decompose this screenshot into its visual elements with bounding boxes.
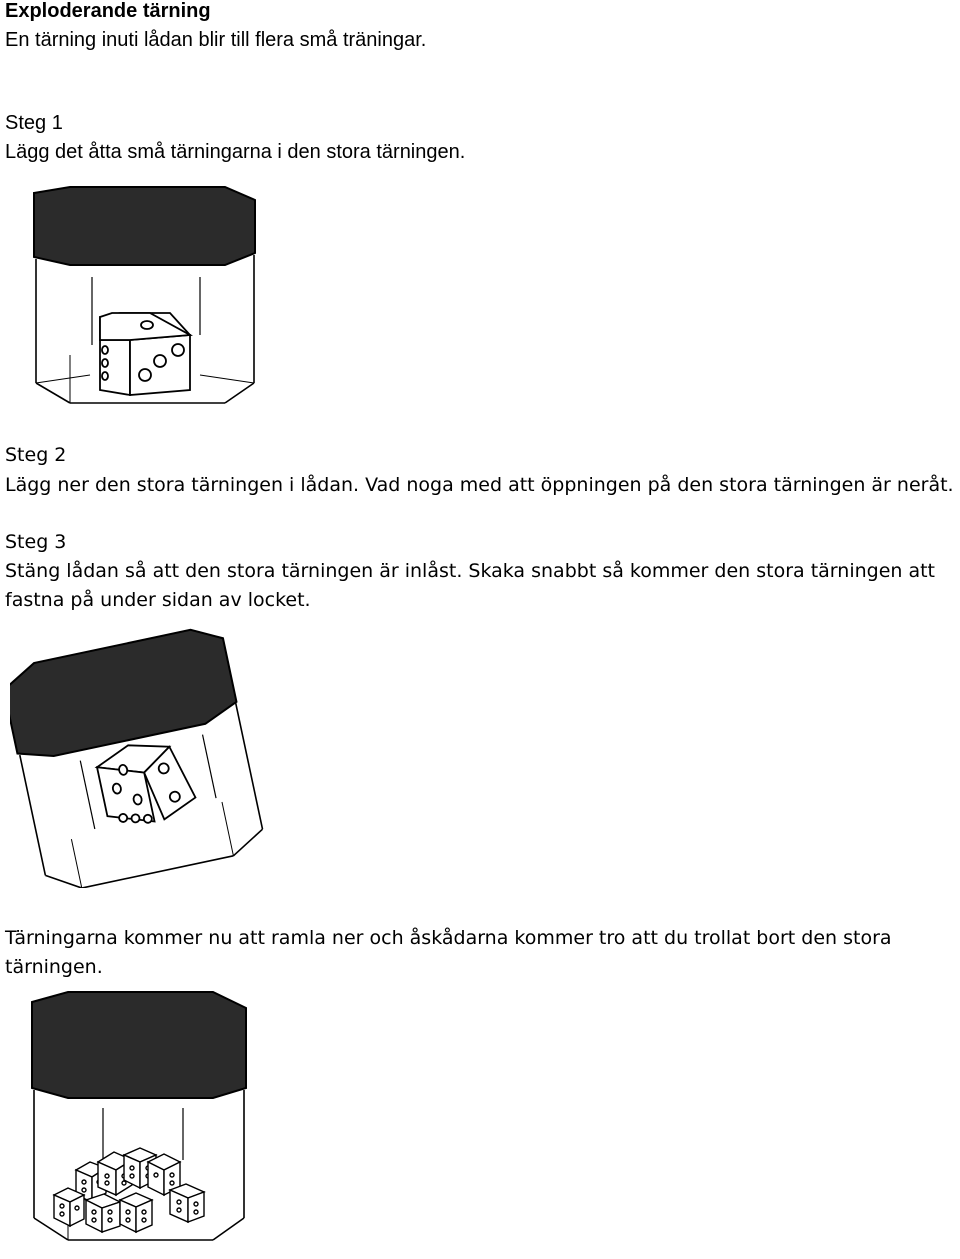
box-lid — [32, 992, 246, 1098]
figure-box-with-die — [30, 185, 265, 415]
big-die — [94, 734, 199, 831]
step-1-text: Lägg det åtta små tärningarna i den stora tärningen. — [5, 141, 466, 163]
step-2-heading: Steg 2 — [5, 444, 67, 466]
step-2-text: Lägg ner den stora tärningen i lådan. Vad noga med att öppningen på den stora tärningen är neråt. — [5, 474, 954, 496]
small-dice-pile — [54, 1148, 204, 1232]
box-lid — [34, 187, 255, 265]
small-die — [86, 1194, 120, 1232]
step-1-heading: Steg 1 — [5, 112, 63, 134]
step-3-text-line2: fastna på under sidan av locket. — [5, 589, 311, 611]
big-die — [100, 313, 190, 395]
figure-box-with-small-dice — [28, 990, 258, 1250]
small-die — [120, 1193, 152, 1232]
step-3-heading: Steg 3 — [5, 531, 67, 553]
intro-text: En tärning inuti lådan blir till flera små träningar. — [5, 29, 427, 51]
small-die — [54, 1188, 84, 1226]
outro-text-line1: Tärningarna kommer nu att ramla ner och åskådarna kommer tro att du trollat bort den stora — [5, 927, 892, 949]
small-die — [170, 1184, 204, 1222]
document-title: Exploderande tärning — [5, 0, 211, 22]
figure-tilted-box — [10, 618, 270, 888]
outro-text-line2: tärningen. — [5, 956, 103, 978]
step-3-text-line1: Stäng lådan så att den stora tärningen är inlåst. Skaka snabbt så kommer den stora tärningen att — [5, 560, 936, 582]
box-lid — [10, 624, 240, 764]
